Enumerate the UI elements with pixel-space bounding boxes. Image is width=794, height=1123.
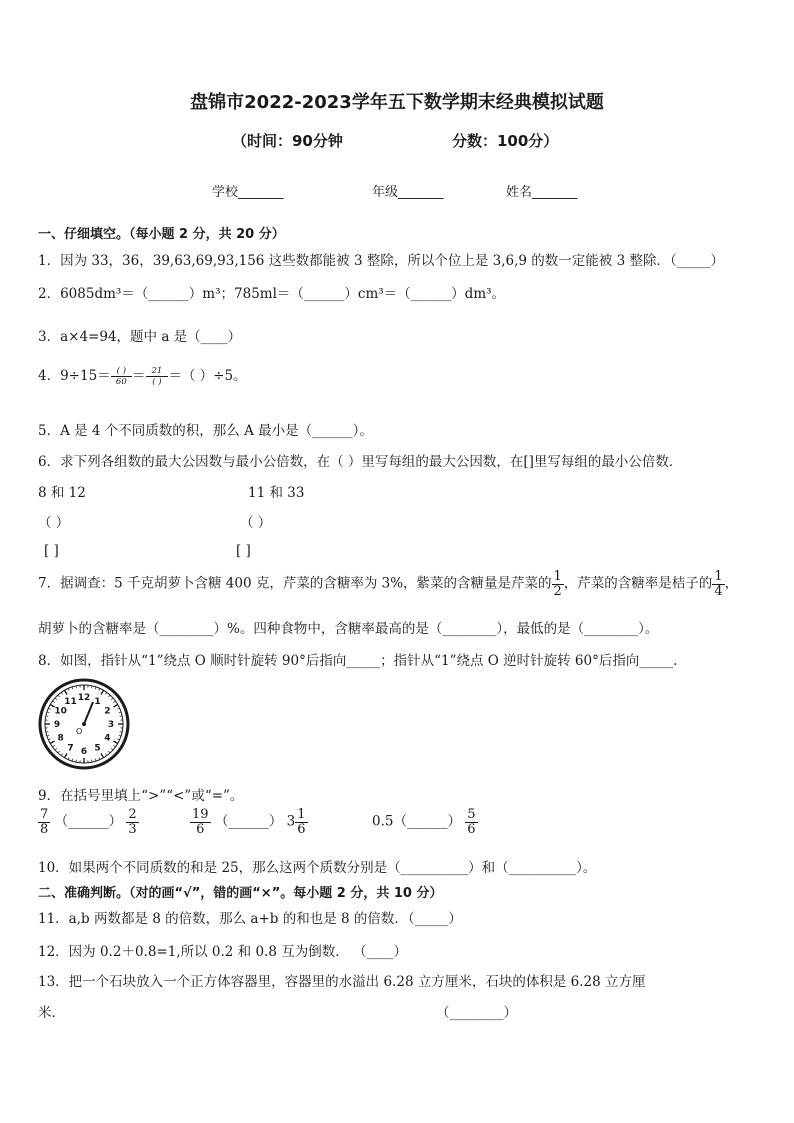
q4-f2-den[interactable]: ( ) xyxy=(152,377,162,387)
q4-f1-num[interactable]: ( ) xyxy=(111,366,132,377)
q9-a-den: 8 xyxy=(40,821,49,837)
q7-f2-den: 4 xyxy=(714,583,723,599)
q4-f2-num: 21 xyxy=(146,366,169,377)
clock-number: 1 xyxy=(94,696,101,707)
q9-b-num: 19 xyxy=(192,807,209,822)
q7-part1: 7．据调查：5 千克胡萝卜含糖 400 克，芹菜的含糖率为 3%，紫菜的含糖量是芹菜的 xyxy=(38,575,552,592)
q9-compare-1 xyxy=(38,808,139,836)
q4-fraction-2 xyxy=(146,366,169,387)
q6-gcd-blank-1[interactable]: （ ） xyxy=(38,515,70,531)
q9-c-num: 5 xyxy=(467,807,476,822)
q7-part2: ，芹菜的含糖率是桔子的 xyxy=(563,575,713,592)
question-13: 13．把一个石块放入一个正方体容器里，容器里的水溢出 6.28 立方厘米，石块的体积是 6.28 立方厘 xyxy=(38,974,646,990)
clock-number: 3 xyxy=(107,720,115,731)
clock-number: 10 xyxy=(54,706,67,717)
section1-heading: 一、仔细填空。（每小题 2 分，共 20 分） xyxy=(38,227,285,242)
clock-number: 11 xyxy=(64,696,77,707)
q9-a-fraction xyxy=(38,808,50,836)
q9-b-den: 6 xyxy=(196,821,205,837)
q6-gcd-blank-2[interactable]: （ ） xyxy=(240,515,272,531)
q7-f1-num: 1 xyxy=(553,569,562,584)
question-8: 8．如图，指针从“1”绕点 O 顺时针旋转 90°后指向_____；指针从“1”绕点 O 逆时针旋转 60°后指向_____. xyxy=(38,653,678,669)
q4-fraction-1 xyxy=(111,366,132,387)
question-12: 12．因为 0.2＋0.8=1,所以 0.2 和 0.8 互为倒数． （____） xyxy=(38,944,407,960)
q9-c-left[interactable]: 0.5（______） xyxy=(372,813,461,830)
q7-f2-num: 1 xyxy=(714,569,723,584)
q4-suffix: ＝（ ）÷5。 xyxy=(168,368,247,384)
q9-compare-2 xyxy=(190,808,308,836)
q9-a-num: 7 xyxy=(40,807,49,822)
question-2: 2．6085dm³＝（______）m³；785ml＝（______）cm³＝（______）dm³。 xyxy=(38,286,506,302)
clock-center-dot xyxy=(82,722,86,726)
exam-score: 分数：100分） xyxy=(452,132,559,150)
clock-number: 7 xyxy=(67,743,74,754)
q9-a2-fraction xyxy=(126,808,138,836)
q7-part3: ， xyxy=(724,575,739,592)
q4-eq: ＝ xyxy=(132,368,146,384)
q9-compare-3 xyxy=(372,808,478,836)
question-9: 9．在括号里填上“>”“<”或“=”。 xyxy=(38,788,244,804)
q6-lcm-blank-1[interactable]: [ ] xyxy=(44,543,59,559)
clock-number: 5 xyxy=(94,743,101,754)
q7-fraction-1 xyxy=(552,570,564,598)
clock-number: 4 xyxy=(104,733,111,744)
question-7-line-2: 胡萝卜的含糖率是（________）%。四种食物中，含糖率最高的是（________），最低的是（________）。 xyxy=(38,621,659,637)
clock-number: 9 xyxy=(53,720,61,731)
question-3: 3．a×4=94，题中 a 是（____） xyxy=(38,329,242,345)
question-4 xyxy=(38,364,247,387)
q6-pair-1: 8 和 12 xyxy=(38,485,86,501)
clock-number: 8 xyxy=(57,733,64,744)
clock-number: 6 xyxy=(80,747,88,758)
page-title: 盘锦市2022-2023学年五下数学期末经典模拟试题 xyxy=(190,92,604,113)
grade-field[interactable]: 年级_______ xyxy=(372,185,444,200)
q9-b-fraction xyxy=(190,808,211,836)
question-13-line-2: 米． xyxy=(38,1005,65,1021)
clock-number: 2 xyxy=(104,706,111,717)
exam-time: （时间：90分钟 xyxy=(232,132,343,150)
question-6: 6．求下列各组数的最大公因数与最小公倍数，在（ ）里写每组的最大公因数，在[]里写每组的最小公倍数． xyxy=(38,454,683,470)
q7-f1-den: 2 xyxy=(553,583,562,599)
question-10: 10．如果两个不同质数的和是 25，那么这两个质数分别是（__________）和（__________）。 xyxy=(38,860,597,876)
q9-b2-num: 1 xyxy=(297,807,306,822)
q9-a2-den: 3 xyxy=(128,821,137,837)
q9-c-fraction xyxy=(465,808,477,836)
clock-figure xyxy=(38,678,130,770)
q4-f1-den: 60 xyxy=(115,377,127,387)
q9-b2-fraction xyxy=(295,808,307,836)
q9-c-den: 6 xyxy=(467,821,476,837)
q4-prefix: 4．9÷15＝ xyxy=(38,368,111,384)
q9-a-blank[interactable]: （______） xyxy=(54,813,123,830)
q13-answer-blank[interactable]: （________） xyxy=(436,1005,517,1021)
q6-lcm-blank-2[interactable]: [ ] xyxy=(236,543,251,559)
q9-b2-den: 6 xyxy=(297,821,306,837)
name-field[interactable]: 姓名_______ xyxy=(506,185,578,200)
q9-b-whole: 3 xyxy=(286,813,296,830)
q9-a2-num: 2 xyxy=(128,807,137,822)
question-5: 5．A 是 4 个不同质数的积，那么 A 最小是（______）。 xyxy=(38,423,373,439)
q6-pair-2: 11 和 33 xyxy=(248,485,305,501)
school-field[interactable]: 学校_______ xyxy=(212,185,284,200)
question-1: 1．因为 33，36，39,63,69,93,156 这些数都能被 3 整除，所以个位上是 3,6,9 的数一定能被 3 整除．（_____） xyxy=(38,253,724,269)
section2-heading: 二、准确判断。（对的画“√”，错的画“×”。每小题 2 分，共 10 分） xyxy=(38,886,443,901)
q9-b-blank[interactable]: （______） xyxy=(214,813,283,830)
q7-fraction-2 xyxy=(712,570,724,598)
clock-number: 12 xyxy=(77,693,91,704)
clock-center-label: O xyxy=(76,727,83,736)
question-7 xyxy=(38,570,738,598)
question-11: 11．a,b 两数都是 8 的倍数，那么 a+b 的和也是 8 的倍数．（_____） xyxy=(38,911,462,927)
